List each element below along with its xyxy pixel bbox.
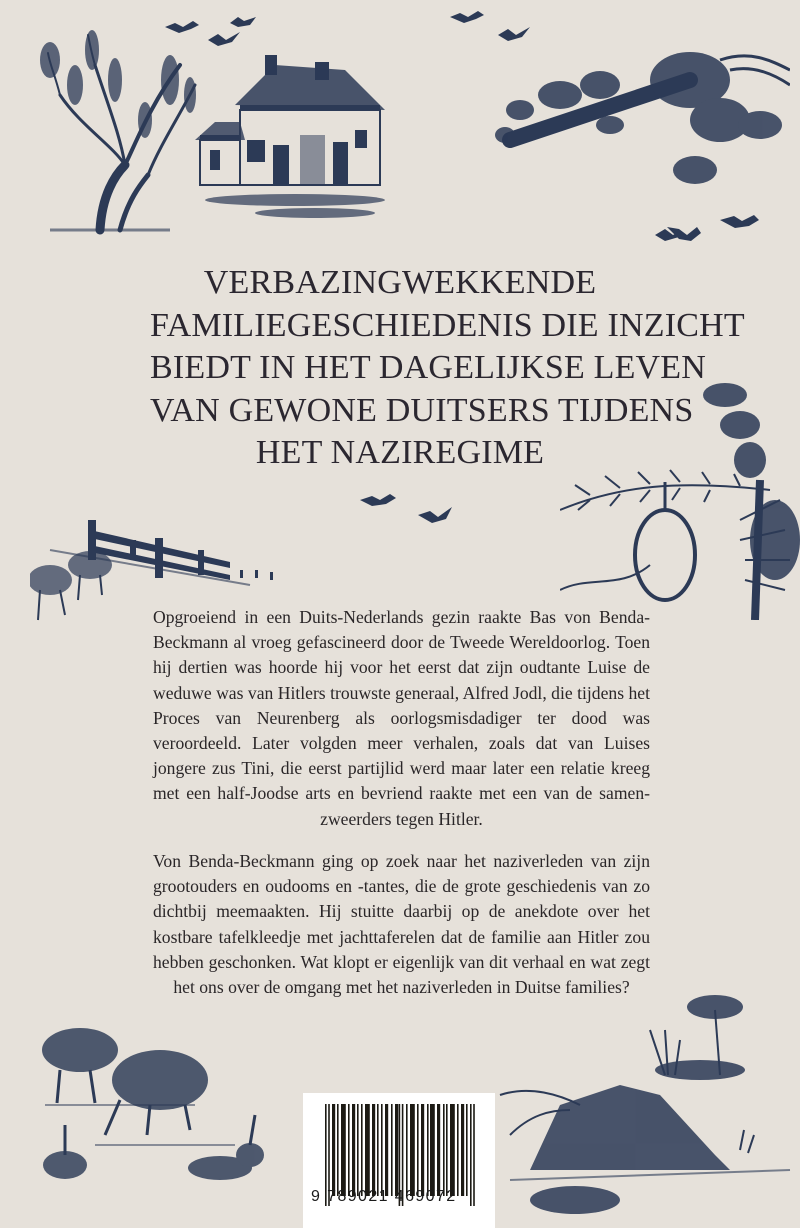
flying-birds-right-illustration <box>665 205 775 250</box>
isbn-number: 9 789021 469072 <box>311 1188 457 1205</box>
isbn-barcode <box>303 1093 495 1228</box>
blurb-paragraph-1: Opgroeiend in een Duits-Nederlands gezin raakte Bas von Benda-Beckmann al vroeg gefascineerd door de Tweede Wereldoorlog. Toen hij dertien was hoorde hij voor het eerst dat zijn oudtante Luise de weduwe was van Hitlers trouwste generaal, Alfred Jodl, die tijdens het Proces van Neurenberg als oorlogsmisdadiger ter dood was veroordeeld. Later volgden meer verhalen, zoals dat van Luises jongere zus Tini, die eerst partijlid werd maar later een relatie kreeg met een half-Joodse arts en bevriend raakte met een van de samenzweerders tegen Hitler. <box>153 607 650 829</box>
headline-line: BIEDT IN HET DAGELIJKSE LEVEN <box>150 349 707 386</box>
oak-branch-illustration <box>490 40 790 190</box>
blurb-paragraph-2: Von Benda-Beckmann ging op zoek naar het naziverleden van zijn grootouders en oudooms en -tantes, die de grote geschiedenis van zo dichtbij meemaakten. Hij stuitte daarbij op de anekdote over het kostbare tafelkleedje met jachttaferelen dat de familie aan Hitler zou hebben geschonken. Wat klopt er eigenlijk van dit verhaal en wat zegt het ons over de omgang met het naziverleden in Duitse families? <box>153 851 650 998</box>
headline-line: FAMILIEGESCHIEDENIS DIE INZICHT <box>150 306 745 344</box>
flying-birds-middle-illustration <box>358 490 458 530</box>
headline-line: HET NAZIREGIME <box>255 434 545 471</box>
headline-line: VAN GEWONE DUITSERS TIJDENS <box>150 391 694 429</box>
rock-plants-illustration <box>490 985 800 1225</box>
headline-line: VERBAZINGWEKKENDE <box>203 264 597 301</box>
headline <box>150 262 745 475</box>
sheep-group-illustration <box>35 1025 290 1195</box>
